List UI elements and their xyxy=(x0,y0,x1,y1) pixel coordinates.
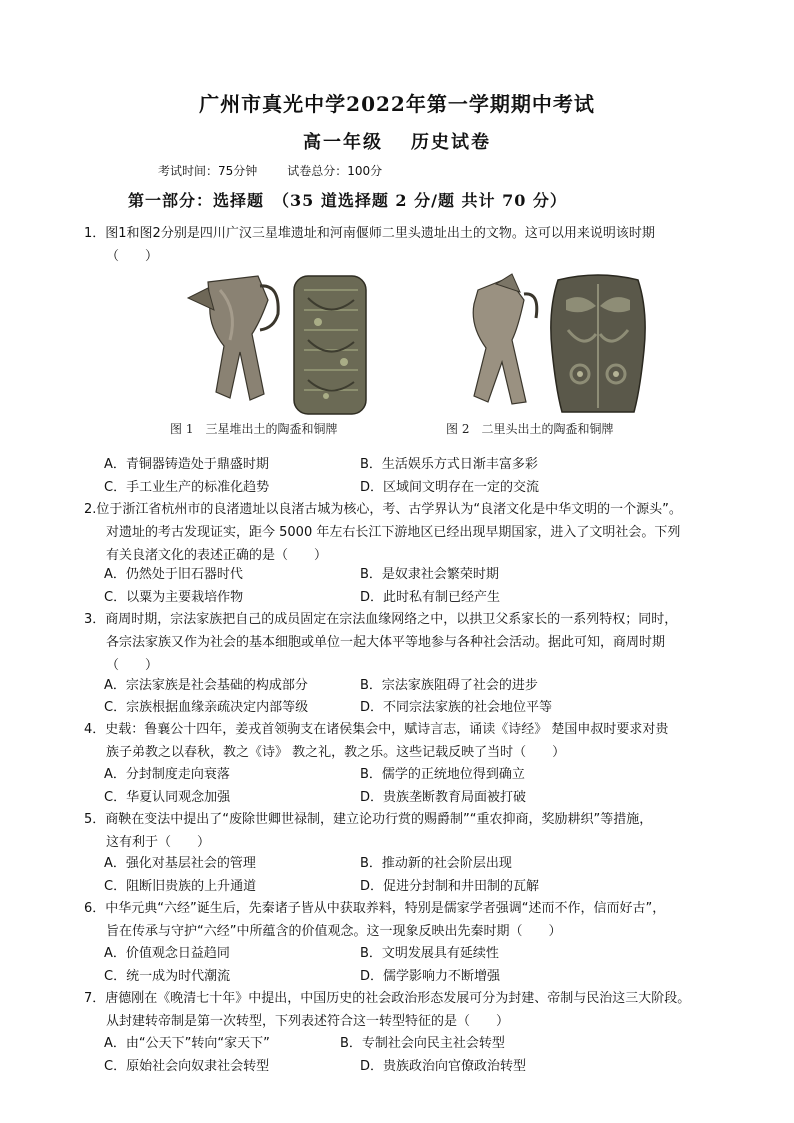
exam-score: 试卷总分：100分 xyxy=(287,164,383,178)
option-c[interactable]: C．以粟为主要栽培作物 xyxy=(104,590,244,605)
option-b[interactable]: B．是奴隶社会繁荣时期 xyxy=(360,567,499,582)
question-5 xyxy=(84,808,724,854)
question-stem: （ ） xyxy=(106,658,159,673)
option-a[interactable]: A．仍然处于旧石器时代 xyxy=(104,567,243,582)
question-4 xyxy=(84,718,724,764)
question-stem: 从封建转帝制是第一次转型，下列表述符合这一转型特征的是（ ） xyxy=(106,1014,510,1029)
question-stem: 3．商周时期，宗法家族把自己的成员固定在宗法血缘网络之中，以拱卫父系家长的一系列特权；同时， xyxy=(84,612,678,627)
question-6 xyxy=(84,897,724,943)
option-a[interactable]: A．价值观念日益趋同 xyxy=(104,946,230,961)
option-b[interactable]: B．生活娱乐方式日渐丰富多彩 xyxy=(360,457,538,472)
option-d[interactable]: D．此时私有制已经产生 xyxy=(360,590,501,605)
option-c[interactable]: C．宗族根据血缘亲疏决定内部等级 xyxy=(104,700,309,715)
option-b[interactable]: B．推动新的社会阶层出现 xyxy=(360,856,512,871)
question-stem: 4．史载：鲁襄公十四年，姜戎首领驹支在诸侯集会中，赋诗言志，诵读《诗经》 楚国申叔时要求对贵 xyxy=(84,722,669,737)
option-b[interactable]: B．儒学的正统地位得到确立 xyxy=(360,767,525,782)
figure-1-image xyxy=(168,270,398,420)
option-a[interactable]: A．分封制度走向衰落 xyxy=(104,767,230,782)
question-stem: 各宗法家族又作为社会的基本细胞或单位一起大体平等地参与各种社会活动。据此可知，商周时期 xyxy=(106,635,666,650)
question-stem: 有关良渚文化的表述正确的是（ ） xyxy=(106,548,328,563)
option-a[interactable]: A．宗法家族是社会基础的构成部分 xyxy=(104,678,308,693)
exam-subtitle xyxy=(0,128,794,154)
option-d[interactable]: D．贵族政治向官僚政治转型 xyxy=(360,1059,527,1074)
figure-2-caption: 图 2 二里头出土的陶盉和铜牌 xyxy=(446,422,614,436)
subject-label: 历史试卷 xyxy=(411,132,491,153)
question-stem: 6．中华元典“六经”诞生后，先秦诸子皆从中获取养料，特别是儒家学者强调“述而不作，信而好古”， xyxy=(84,901,666,916)
option-d[interactable]: D．不同宗法家族的社会地位平等 xyxy=(360,700,553,715)
question-stem: （ ） xyxy=(106,249,159,264)
option-d[interactable]: D．促进分封制和井田制的瓦解 xyxy=(360,879,540,894)
exam-time: 考试时间：75分钟 xyxy=(158,164,258,178)
option-d[interactable]: D．区域间文明存在一定的交流 xyxy=(360,480,540,495)
option-c[interactable]: C．原始社会向奴隶社会转型 xyxy=(104,1059,270,1074)
option-b[interactable]: B．专制社会向民主社会转型 xyxy=(340,1036,505,1051)
option-c[interactable]: C．手工业生产的标准化趋势 xyxy=(104,480,270,495)
question-2 xyxy=(84,498,724,567)
exam-meta xyxy=(158,162,382,179)
figure-2-image xyxy=(448,270,658,420)
option-d[interactable]: D．贵族垄断教育局面被打破 xyxy=(360,790,527,805)
option-b[interactable]: B．宗法家族阻碍了社会的进步 xyxy=(360,678,538,693)
option-c[interactable]: C．华夏认同观念加强 xyxy=(104,790,231,805)
question-stem: 2.位于浙江省杭州市的良渚遗址以良渚古城为核心，考、古学界认为“良渚文化是中华文明的一个源头”。 xyxy=(84,502,682,517)
question-stem: 5．商鞅在变法中提出了“废除世卿世禄制，建立论功行赏的赐爵制”“重农抑商，奖励耕织”等措施， xyxy=(84,812,653,827)
option-a[interactable]: A．由“公天下”转向“家天下” xyxy=(104,1036,270,1051)
option-b[interactable]: B．文明发展具有延续性 xyxy=(360,946,499,961)
option-c[interactable]: C．统一成为时代潮流 xyxy=(104,969,231,984)
figure-1-caption: 图 1 三星堆出土的陶盉和铜牌 xyxy=(170,422,338,436)
exam-title: 广州市真光中学2022年第一学期期中考试 xyxy=(199,92,595,116)
figures xyxy=(168,270,658,440)
question-1 xyxy=(84,222,724,268)
option-a[interactable]: A．强化对基层社会的管理 xyxy=(104,856,256,871)
option-d[interactable]: D．儒学影响力不断增强 xyxy=(360,969,501,984)
question-3 xyxy=(84,608,724,677)
section-heading: 第一部分：选择题 （35 道选择题 2 分/题 共计 70 分） xyxy=(128,191,567,210)
option-c[interactable]: C．阻断旧贵族的上升通道 xyxy=(104,879,257,894)
question-7 xyxy=(84,987,724,1033)
question-stem: 7．唐德刚在《晚清七十年》中提出，中国历史的社会政治形态发展可分为封建、帝制与民治这三大阶段。 xyxy=(84,991,691,1006)
question-stem: 族子弟教之以春秋，教之《诗》 教之礼，教之乐。这些记载反映了当时（ ） xyxy=(106,745,566,760)
question-stem: 这有利于（ ） xyxy=(106,835,211,850)
question-stem: 旨在传承与守护“六经”中所蕴含的价值观念。这一现象反映出先秦时期（ ） xyxy=(106,924,562,939)
question-stem: 1．图1和图2分别是四川广汉三星堆遗址和河南偃师二里头遗址出土的文物。这可以用来说明该时期 xyxy=(84,226,655,241)
grade-label: 高一年级 xyxy=(303,132,383,153)
question-stem: 对遗址的考古发现证实，距今 5000 年左右长江下游地区已经出现早期国家，进入了文明社会。下列 xyxy=(106,525,681,540)
option-a[interactable]: A．青铜器铸造处于鼎盛时期 xyxy=(104,457,269,472)
